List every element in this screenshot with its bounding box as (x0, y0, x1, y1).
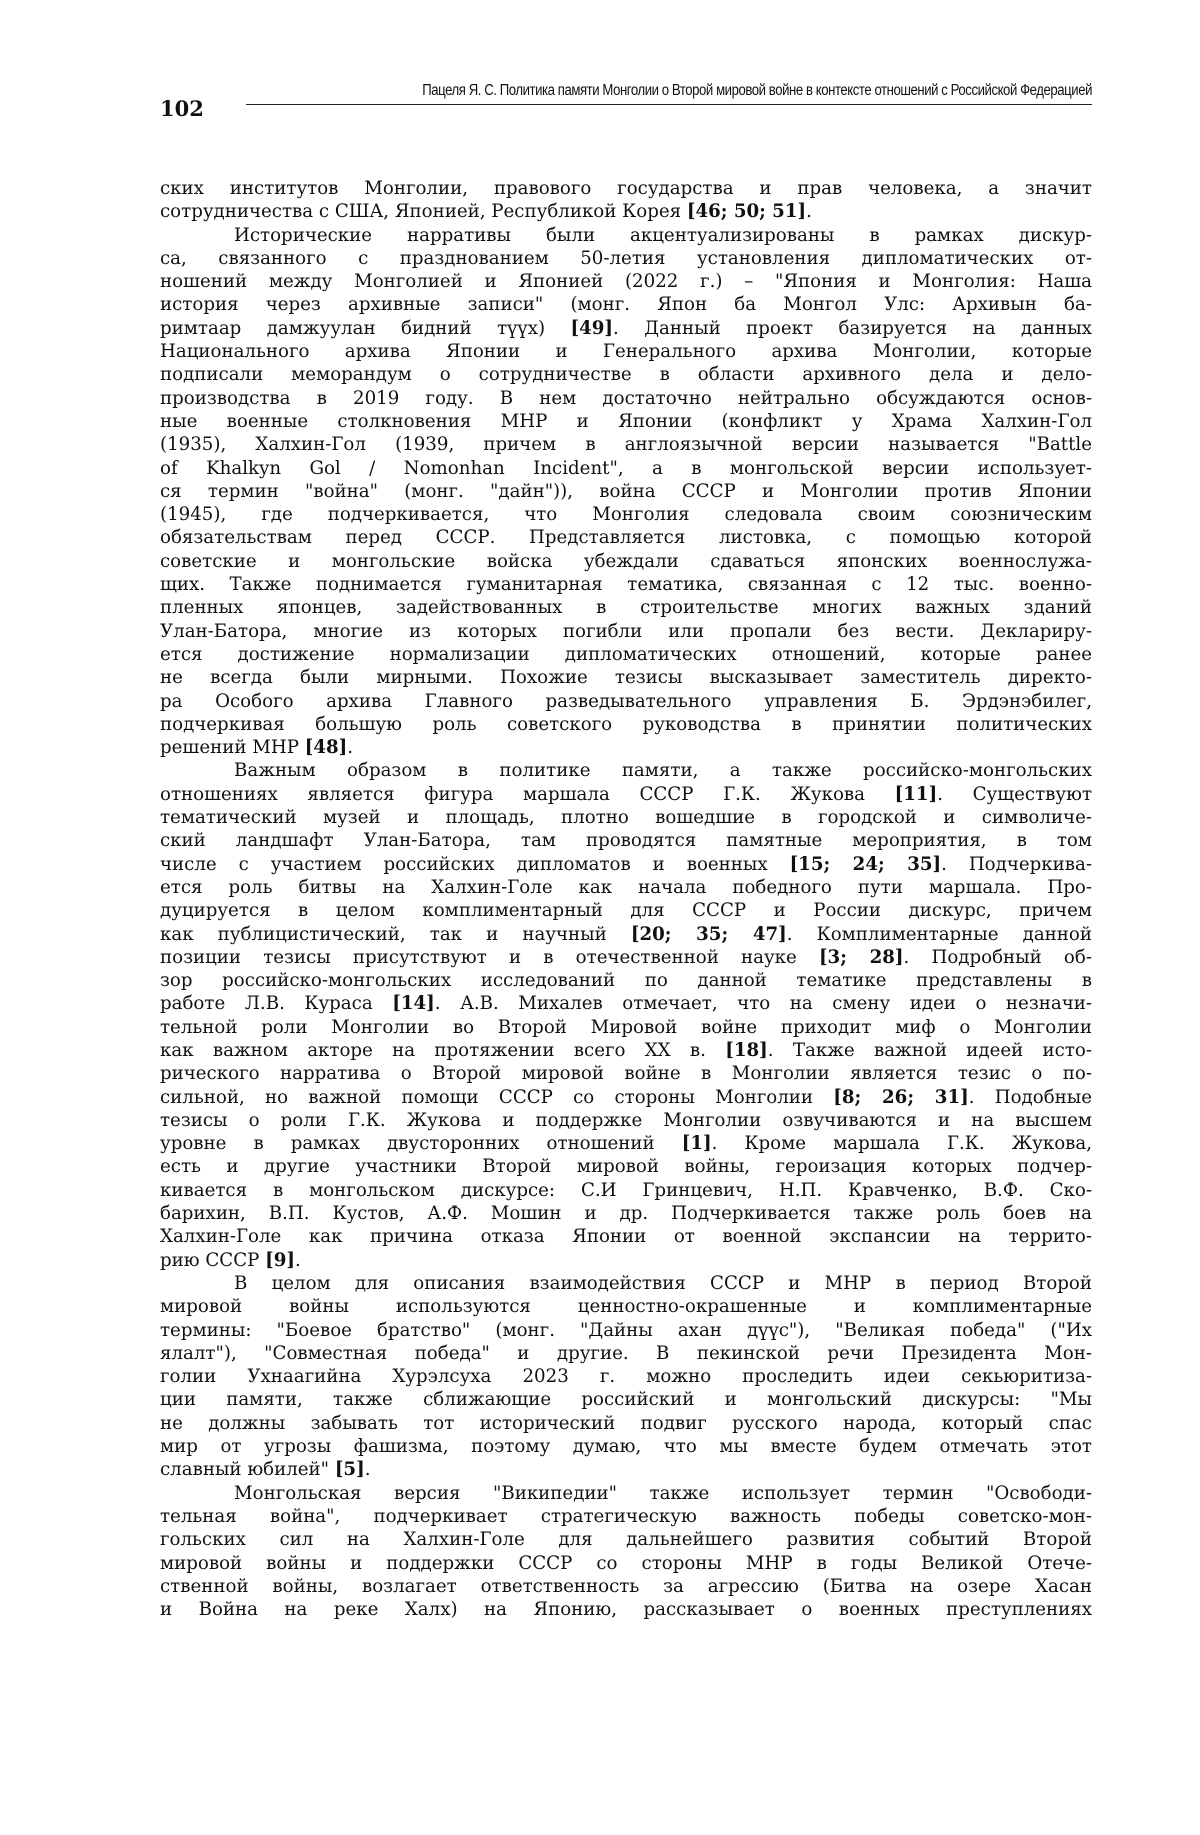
text-line: обязательствам перед СССР. Представляется листовка, с помощью которой (160, 527, 1092, 549)
text-line: не всегда были мирными. Похожие тезисы высказывает заместитель директо- (160, 667, 1092, 689)
text-line: ные военные столкновения МНР и Японии (конфликт у Храма Халхин-Гол (160, 410, 1092, 432)
text-line: ся термин "война" (монг. "дайн")), война СССР и Монголии против Японии (160, 480, 1092, 502)
page-number: 102 (160, 96, 204, 121)
citation: [11] (894, 783, 938, 805)
text-line: мировой войны и поддержки СССР со стороны МНР в годы Великой Отече- (160, 1552, 1092, 1574)
text-line: гольских сил на Халхин-Голе для дальнейшего развития событий Второй (160, 1529, 1092, 1551)
text-line: тельной роли Монголии во Второй Мировой войне приходит миф о Монголии (160, 1016, 1092, 1038)
text-line: ется достижение нормализации дипломатических отношений, которые ранее (160, 643, 1092, 665)
text-line: термины: "Боевое братство" (монг. "Дайны ахан дүүс"), "Великая победа" ("Их (160, 1319, 1092, 1341)
text-line: рию СССР [9]. (160, 1249, 301, 1271)
text-line: кивается в монгольском дискурсе: С.И Гринцевич, Н.П. Кравченко, В.Ф. Ско- (160, 1179, 1092, 1201)
text-line: ра Особого архива Главного разведывательного управления Б. Эрдэнэбилег, (160, 690, 1092, 712)
text-line: как публицистический, так и научный [20; 35; 47]. Комплиментарные данной (160, 923, 1092, 945)
citation: [5] (334, 1459, 365, 1481)
citation: [49] (570, 317, 614, 339)
citation: [14] (392, 993, 435, 1015)
text-line: ских институтов Монголии, правового государства и прав человека, а значит (160, 178, 1092, 199)
text-line: пленных японцев, задействованных в строительстве многих важных зданий (160, 597, 1092, 619)
text-line: ции памяти, также сближающие российский и монгольский дискурсы: "Мы (160, 1389, 1092, 1411)
text-line: (1945), где подчеркивается, что Монголия следовала своим союзническим (160, 504, 1092, 526)
text-line: не должны забывать тот исторический подвиг русского народа, который спас (160, 1412, 1092, 1434)
text-line: (1935), Халхин-Гол (1939, причем в англоязычной версии называется "Battle (160, 434, 1092, 456)
citation: [48] (304, 737, 348, 759)
citation: [1] (681, 1133, 712, 1155)
text-line: Важным образом в политике памяти, а также российско-монгольских (234, 760, 1092, 782)
text-line: тельная война", подчеркивает стратегическую важность победы советско-мон- (160, 1505, 1092, 1527)
citation: [8; 26; 31] (833, 1086, 969, 1108)
text-line: ский ландшафт Улан-Батора, там проводятся памятные мероприятия, в том (160, 830, 1092, 852)
citation: [9] (265, 1249, 296, 1271)
text-line: дуцируется в целом комплиментарный для СССР и России дискурс, причем (160, 900, 1092, 922)
text-line: римтаар дамжуулан бидний түүх) [49]. Данный проект базируется на данных (160, 317, 1092, 339)
text-line: сотрудничества с США, Японией, Республикой Корея [46; 50; 51]. (160, 201, 812, 223)
text-line: щих. Также поднимается гуманитарная тематика, связанная с 12 тыс. военно- (160, 574, 1092, 596)
citation: [46; 50; 51] (686, 201, 807, 223)
text-line: и Война на реке Халх) на Японию, рассказывает о военных преступлениях (160, 1599, 1092, 1621)
text-line: of Khalkyn Gol / Nomonhan Incident", а в монгольской версии использует- (160, 457, 1092, 479)
running-title: Пацеля Я. С. Политика памяти Монголии о Второй мировой войне в контексте отношений с Российской Федерацией (422, 82, 1092, 99)
page-header (160, 78, 1092, 121)
text-line: ственной войны, возлагает ответственность за агрессию (Битва на озере Хасан (160, 1575, 1092, 1597)
paragraph (160, 177, 1092, 224)
paragraph (160, 1482, 1092, 1622)
citation: [15; 24; 35] (789, 853, 942, 875)
text-line: подчеркивая большую роль советского руководства в принятии политических (160, 713, 1092, 735)
text-line: решений МНР [48]. (160, 737, 354, 759)
citation: [18] (725, 1039, 768, 1061)
text-line: мир от угрозы фашизма, поэтому думаю, что мы вместе будем отмечать этот (160, 1436, 1092, 1458)
text-line: советские и монгольские войска убеждали сдаваться японских военнослужа- (160, 550, 1092, 572)
text-line: история через архивные записи" (монг. Япон ба Монгол Улс: Архивын ба- (160, 294, 1092, 316)
text-line: производства в 2019 году. В нем достаточно нейтрально обсуждаются основ- (160, 387, 1092, 409)
text-line: голии Ухнаагийна Хурэлсуха 2023 г. можно проследить идеи секьюритиза- (160, 1366, 1092, 1388)
text-line: барихин, В.П. Кустов, А.Ф. Мошин и др. Подчеркивается также роль боев на (160, 1203, 1092, 1225)
text-line: уровне в рамках двусторонних отношений [1]. Кроме маршала Г.К. Жукова, (160, 1133, 1093, 1155)
text-line: тематический музей и площадь, плотно вошедшие в городской и символиче- (160, 807, 1092, 829)
text-line: подписали меморандум о сотрудничестве в области архивного дела и дело- (160, 364, 1092, 386)
text-line: Улан-Батора, многие из которых погибли или пропали без вести. Деклариру- (160, 620, 1092, 642)
paragraph (160, 224, 1092, 760)
paragraph (160, 1272, 1092, 1482)
text-line: числе с участием российских дипломатов и военных [15; 24; 35]. Подчеркива- (160, 853, 1092, 875)
text-line: рического нарратива о Второй мировой войне в Монголии является тезис о по- (160, 1063, 1092, 1085)
header-rule (246, 104, 1092, 105)
citation: [3; 28] (818, 946, 904, 968)
text-line: са, связанного с празднованием 50-летия установления дипломатических от- (160, 247, 1092, 269)
text-line: мировой войны используются ценностно-окрашенные и комплиментарные (160, 1296, 1092, 1318)
text-line: Монгольская версия "Википедии" также использует термин "Освободи- (234, 1482, 1092, 1504)
text-line: работе Л.В. Кураса [14]. А.В. Михалев отмечает, что на смену идеи о незначи- (160, 993, 1092, 1015)
citation: [20; 35; 47] (630, 923, 787, 945)
text-line: есть и другие участники Второй мировой войны, героизация которых подчер- (160, 1156, 1092, 1178)
text-line: В целом для описания взаимодействия СССР и МНР в период Второй (234, 1272, 1092, 1294)
body-text (160, 177, 1092, 1621)
text-line: ялалт"), "Совместная победа" и другие. В пекинской речи Президента Мон- (160, 1342, 1092, 1364)
paragraph (160, 759, 1092, 1272)
text-line: Национального архива Японии и Генерального архива Монголии, которые (160, 341, 1092, 363)
text-line: славный юбилей" [5]. (160, 1459, 371, 1481)
text-line: зор российско-монгольских исследований по данной тематике представлены в (160, 970, 1092, 992)
text-line: ется роль битвы на Халхин-Голе как начала победного пути маршала. Про- (160, 876, 1092, 898)
text-line: отношениях является фигура маршала СССР Г.К. Жукова [11]. Существуют (160, 783, 1093, 805)
text-line: позиции тезисы присутствуют и в отечественной науке [3; 28]. Подробный об- (160, 946, 1092, 968)
text-line: как важном акторе на протяжении всего XX в. [18]. Также важной идеей исто- (160, 1039, 1092, 1061)
text-line: Исторические нарративы были акцентуализированы в рамках дискур- (234, 224, 1092, 246)
text-line: тезисы о роли Г.К. Жукова и поддержке Монголии озвучиваются и на высшем (160, 1109, 1092, 1131)
text-line: ношений между Монголией и Японией (2022 г.) – "Япония и Монголия: Наша (160, 271, 1092, 293)
text-line: Халхин-Голе как причина отказа Японии от военной экспансии на террито- (160, 1226, 1092, 1248)
text-line: сильной, но важной помощи СССР со стороны Монголии [8; 26; 31]. Подобные (160, 1086, 1093, 1108)
